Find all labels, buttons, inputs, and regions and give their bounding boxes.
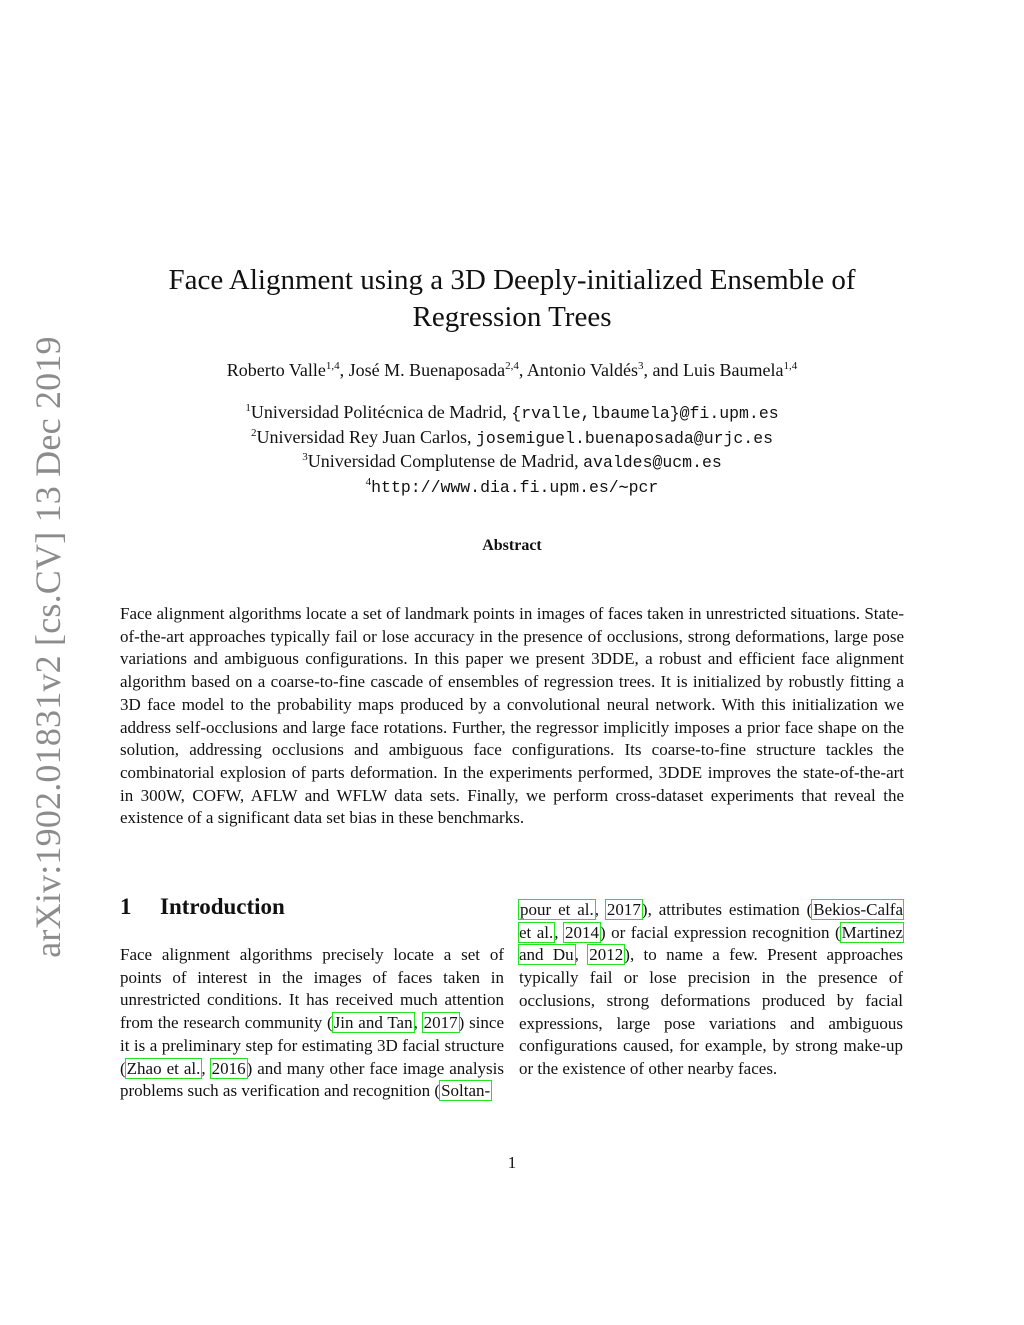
body-text: ,: [554, 922, 564, 942]
abstract-body: Face alignment algorithms locate a set of landmark points in images of faces taken in unrestricted situations. State-of-the-art approaches typically fail or lose accuracy in the presence of occlusions, strong deformations, large pose variations and ambiguous configurations. In this paper we present 3DDE, a robust and efficient face alignment algorithm based on a coarse-to-fine cascade of ensembles of regression trees. It is initialized by robustly fitting a 3D face model to the probability maps produced by a convolutional neural network. With this initialization we address self-occlusions and large face rotations. Further, the regressor implicitly imposes a prior face shape on the solution, addressing occlusions and ambiguous face configurations. Its coarse-to-fine structure tackles the combinatorial explosion of parts deformation. In the experiments performed, 3DDE improves the state-of-the-art in 300W, COFW, AFLW and WFLW data sets. Finally, we perform cross-dataset experiments that reveal the existence of a significant data set bias in these benchmarks.: [120, 604, 904, 828]
author-name: Roberto Valle: [226, 360, 326, 380]
author-list: [120, 360, 904, 381]
intro-column-left: [120, 944, 504, 1103]
citation-link[interactable]: Bekios-Calfa et al.: [519, 900, 903, 942]
title-line-2: Regression Trees: [412, 301, 612, 333]
body-text: ,: [574, 945, 589, 965]
affiliation-email[interactable]: josemiguel.buenaposada@urjc.es: [475, 428, 774, 448]
citation-link[interactable]: 2012: [589, 945, 624, 965]
arxiv-identifier-stamp: [18, 336, 78, 958]
paper-title: [120, 262, 904, 336]
title-line-1: Face Alignment using a 3D Deeply-initialized Ensemble of: [168, 264, 856, 296]
section-title: Introduction: [160, 894, 285, 919]
affiliation-line: [120, 426, 904, 451]
arxiv-stamp-text: arXiv:1902.01831v2 [cs.CV] 13 Dec 2019: [28, 336, 68, 958]
body-text: ), to name a few. Present approaches typically fail or lose precision in the presence of occlusions, strong deformations produced by facial expressions, large pose variations and ambiguous configurations caused, for example, by strong make-up or the existence of other nearby faces.: [519, 945, 903, 1078]
author-affiliation-mark: 1,4: [783, 360, 798, 372]
body-text: ), attributes estimation (: [641, 900, 813, 919]
section-heading: [120, 894, 500, 920]
affiliation-mark: 2: [250, 426, 257, 439]
body-text: ,: [594, 900, 606, 919]
affiliation-mark: 3: [302, 451, 308, 463]
body-text: ,: [413, 1013, 423, 1033]
author-name: José M. Buenaposada: [348, 360, 506, 380]
author-affiliation-mark: 1,4: [325, 360, 340, 372]
body-text: ) and many other face image analysis problems such as verification and recognition (: [120, 1058, 504, 1101]
citation-link[interactable]: Soltan-: [441, 1081, 491, 1101]
citation-link[interactable]: 2014: [564, 922, 599, 942]
citation-link[interactable]: Zhao et al.: [126, 1058, 201, 1078]
page-number: 1: [507, 1153, 517, 1172]
author-separator: ,: [518, 360, 527, 380]
affiliation-email[interactable]: {rvalle,lbaumela}@fi.upm.es: [511, 404, 779, 423]
author-name: Luis Baumela: [683, 360, 784, 380]
affiliation-name: Universidad Complutense de Madrid,: [307, 451, 584, 471]
intro-column-right: [519, 899, 903, 1081]
body-text: ) since it is a preliminary step for estimating 3D facial structure (: [120, 1013, 505, 1078]
affiliation-line: [120, 475, 904, 500]
body-text: ,: [201, 1058, 211, 1078]
author-affiliation-mark: 3: [638, 360, 644, 372]
affiliation-email[interactable]: http://www.dia.fi.upm.es/∼pcr: [371, 477, 659, 497]
affiliation-line: [120, 401, 904, 426]
body-text: ) or facial expression recognition (: [599, 922, 841, 942]
citation-link[interactable]: 2017: [423, 1013, 458, 1033]
affiliation-list: [120, 401, 904, 499]
citation-link[interactable]: Jin and Tan: [333, 1013, 413, 1033]
affiliation-name: Universidad Politécnica de Madrid,: [250, 402, 512, 422]
affiliation-line: [120, 450, 904, 475]
affiliation-name: Universidad Rey Juan Carlos,: [256, 426, 476, 447]
section-number: 1: [120, 894, 132, 919]
author-affiliation-mark: 2,4: [505, 360, 519, 372]
citation-link[interactable]: Martinez and Du: [519, 922, 903, 965]
affiliation-mark: 4: [365, 475, 372, 488]
author-separator: ,: [339, 360, 349, 380]
citation-link[interactable]: 2017: [606, 900, 641, 919]
author-name: Antonio Valdés: [526, 360, 639, 380]
citation-link[interactable]: 2016: [211, 1058, 246, 1078]
affiliation-mark: 1: [245, 402, 251, 414]
author-separator: , and: [643, 360, 684, 380]
affiliation-email[interactable]: avaldes@ucm.es: [583, 453, 722, 472]
abstract-heading: Abstract: [482, 537, 542, 554]
citation-link[interactable]: pour et al.: [520, 900, 594, 919]
body-text: Face alignment algorithms precisely locate a set of points of interest in the images of faces taken in unrestricted conditions. It has received much attention from the research community (: [120, 945, 504, 1033]
